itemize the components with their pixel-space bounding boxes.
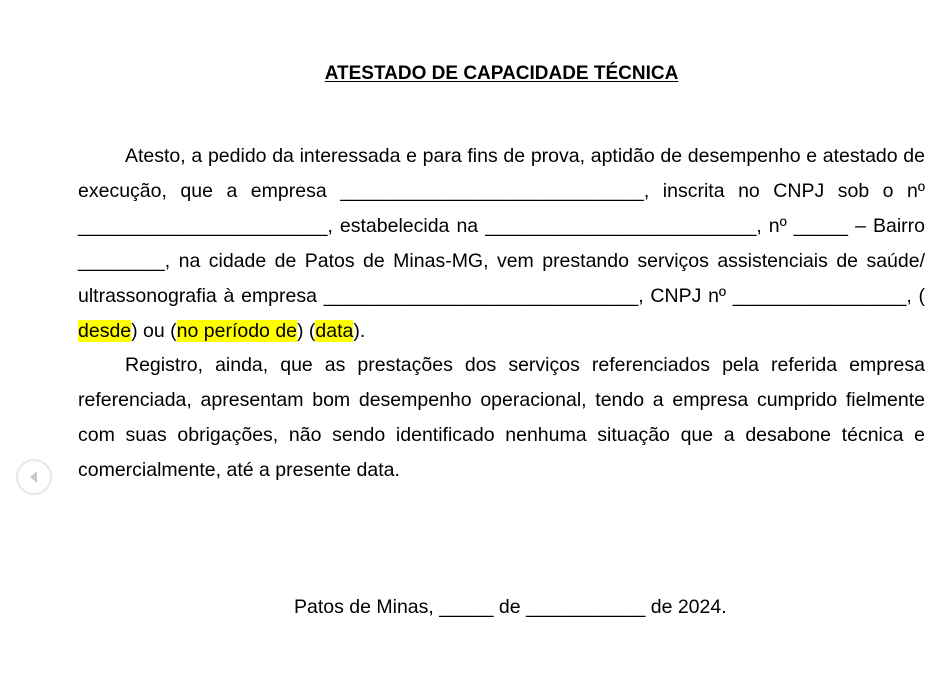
paragraph-attestation (78, 139, 925, 348)
blank-company-name: ____________________________ (340, 179, 644, 202)
document-body (78, 139, 925, 488)
document-title: ATESTADO DE CAPACIDADE TÉCNICA (324, 63, 679, 84)
text-segment: , ( (906, 284, 925, 307)
blank-client-cnpj: ________________ (732, 284, 907, 307)
text-segment: ). (353, 319, 366, 342)
highlight-periodo: no período de (176, 319, 298, 342)
text-segment: , na cidade de Patos de Minas-MG, vem prestando serviços assistenciais de saúde/ ultrassonografia à empresa (78, 249, 925, 307)
highlight-desde: desde (78, 319, 132, 342)
previous-page-button[interactable] (16, 459, 52, 495)
chevron-left-icon (27, 469, 41, 485)
text-segment: , CNPJ nº (638, 284, 733, 307)
text-segment: ) ( (297, 319, 316, 342)
blank-number: _____ (793, 214, 849, 237)
blank-neighborhood: ________ (78, 249, 165, 272)
blank-address: _________________________ (485, 214, 757, 237)
text-segment: , estabelecida na (327, 214, 486, 237)
blank-cnpj: _______________________ (78, 214, 328, 237)
text-segment: de 2024. (645, 596, 727, 618)
text-segment: de (493, 596, 527, 618)
blank-day: _____ (439, 596, 494, 618)
blank-client-company: _____________________________ (323, 284, 639, 307)
text-segment: , inscrita no CNPJ sob o nº (643, 179, 925, 202)
blank-month: ___________ (526, 596, 646, 618)
highlight-data: data (315, 319, 354, 342)
text-segment: – Bairro (848, 214, 925, 237)
text-segment: ) ou ( (131, 319, 177, 342)
text-segment: Patos de Minas, (294, 596, 440, 618)
text-segment: , nº (756, 214, 794, 237)
paragraph-registration: Registro, ainda, que as prestações dos serviços referenciados pela referida empresa referenciada, apresentam bom desempenho operacional, tendo a empresa cumprido fielmente com suas obrigações, não sendo identificado nenhuma situação que a desabone técnica e comercialmente, até a presente data. (78, 354, 925, 482)
text-segment: Atesto, a pedido da interessada e para fins de prova, aptidão de desempenho e atestado de execução, que a empresa (78, 145, 925, 202)
date-line (294, 596, 727, 619)
